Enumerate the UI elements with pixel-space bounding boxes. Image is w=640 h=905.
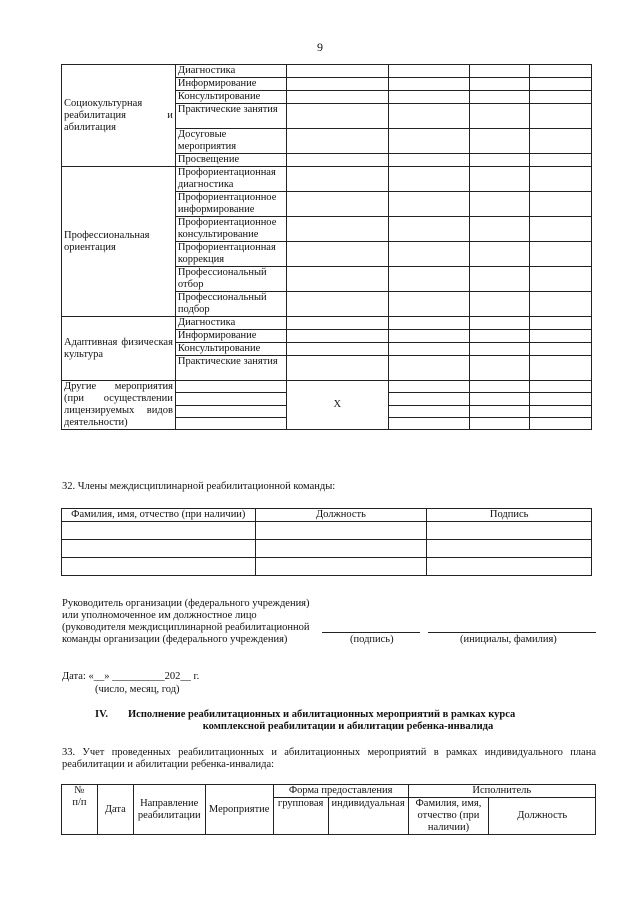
- empty-cell: [470, 65, 530, 78]
- sign-label: (подпись): [350, 634, 394, 645]
- col-fio-header: Фамилия, имя, отчество (при наличии): [408, 798, 489, 835]
- section-33-line-1: 33. Учет проведенных реабилитационных и абилитационных мероприятий в рамках индивидуального плана: [62, 747, 596, 758]
- col-position-header: Должность: [255, 509, 427, 522]
- empty-cell: [530, 330, 592, 343]
- item-name: Консультирование: [175, 343, 286, 356]
- empty-cell: [388, 242, 470, 267]
- item-name: Досуговые мероприятия: [175, 129, 286, 154]
- col-date-header: Дата: [97, 785, 133, 835]
- col-form-header: Форма предоставления: [273, 785, 408, 798]
- empty-cell: [470, 192, 530, 217]
- page-number: 9: [317, 40, 323, 54]
- empty-cell: [470, 381, 530, 393]
- empty-cell: [388, 292, 470, 317]
- empty-cell: [530, 91, 592, 104]
- item-name: Просвещение: [175, 154, 286, 167]
- group-name: Адаптивная физическая культура: [62, 317, 176, 381]
- empty-cell: [388, 129, 470, 154]
- empty-cell: [530, 292, 592, 317]
- item-name: Профессиональный отбор: [175, 267, 286, 292]
- empty-cell: [286, 330, 388, 343]
- empty-cell: [388, 356, 470, 381]
- empty-cell: [530, 217, 592, 242]
- name-label: (инициалы, фамилия): [460, 634, 557, 645]
- empty-cell: [286, 317, 388, 330]
- date-line: Дата: «__» __________202__ г.: [62, 671, 200, 682]
- item-name: Профессиональный подбор: [175, 292, 286, 317]
- signature-underline: [322, 632, 420, 633]
- empty-cell: [286, 65, 388, 78]
- col-indiv-header: индивидуальная: [328, 798, 408, 835]
- section-4-title-1: Исполнение реабилитационных и абилитационных мероприятий в рамках курса: [128, 709, 516, 720]
- empty-cell: [388, 192, 470, 217]
- empty-cell: [388, 393, 470, 405]
- group-name: Профессиональная ориентация: [62, 167, 176, 317]
- empty-cell: [530, 154, 592, 167]
- empty-cell: [470, 91, 530, 104]
- empty-cell: [530, 78, 592, 91]
- empty-cell: [388, 78, 470, 91]
- num-np: п/п: [72, 797, 87, 808]
- team-cell: [255, 540, 427, 558]
- empty-cell: [470, 330, 530, 343]
- empty-cell: [286, 242, 388, 267]
- x-mark-cell: X: [286, 381, 388, 430]
- empty-cell: [470, 78, 530, 91]
- empty-cell: [286, 104, 388, 129]
- empty-cell: [388, 154, 470, 167]
- empty-cell: [530, 167, 592, 192]
- empty-cell: [470, 356, 530, 381]
- signature-block: [62, 598, 310, 646]
- col-group-header: групповая: [273, 798, 328, 835]
- empty-cell: [388, 317, 470, 330]
- empty-cell: [530, 129, 592, 154]
- item-name: Диагностика: [175, 317, 286, 330]
- empty-cell: [388, 104, 470, 129]
- group-name: Социокультурная реабилитация и абилитация: [62, 65, 176, 167]
- item-name: [175, 381, 286, 393]
- team-cell: [62, 540, 256, 558]
- item-name: Профориентационная коррекция: [175, 242, 286, 267]
- empty-cell: [530, 104, 592, 129]
- col-fio-header: Фамилия, имя, отчество (при наличии): [62, 509, 256, 522]
- empty-cell: [286, 78, 388, 91]
- empty-cell: [470, 167, 530, 192]
- signature-line-2: или уполномоченное им должностное лицо: [62, 610, 257, 621]
- empty-cell: [388, 330, 470, 343]
- empty-cell: [530, 317, 592, 330]
- empty-cell: [470, 104, 530, 129]
- empty-cell: [470, 393, 530, 405]
- empty-cell: [530, 381, 592, 393]
- group-name: Другие мероприятия (при осуществлении лицензируемых видов деятельности): [62, 381, 176, 430]
- team-table: [61, 508, 592, 576]
- signature-line-1: Руководитель организации (федерального учреждения): [62, 598, 310, 609]
- empty-cell: [388, 343, 470, 356]
- empty-cell: [470, 417, 530, 429]
- empty-cell: [530, 417, 592, 429]
- empty-cell: [286, 129, 388, 154]
- item-name: Практические занятия: [175, 356, 286, 381]
- num-sign: №: [74, 785, 85, 796]
- item-name: Профориентационное консультирование: [175, 217, 286, 242]
- empty-cell: [470, 292, 530, 317]
- item-name: Профориентационная диагностика: [175, 167, 286, 192]
- empty-cell: [388, 417, 470, 429]
- empty-cell: [530, 356, 592, 381]
- rehab-table: [61, 64, 592, 430]
- empty-cell: [286, 192, 388, 217]
- item-name: [175, 393, 286, 405]
- team-cell: [427, 522, 592, 540]
- empty-cell: [286, 343, 388, 356]
- team-cell: [427, 558, 592, 576]
- signature-line-3: (руководителя междисциплинарной реабилитационной: [62, 622, 310, 633]
- col-position-header: Должность: [489, 798, 596, 835]
- empty-cell: [530, 343, 592, 356]
- item-name: Информирование: [175, 78, 286, 91]
- empty-cell: [286, 217, 388, 242]
- signature-line-4: команды организации (федерального учреждения): [62, 634, 288, 645]
- col-num-header: [62, 785, 98, 835]
- empty-cell: [286, 292, 388, 317]
- empty-cell: [470, 267, 530, 292]
- team-cell: [62, 558, 256, 576]
- empty-cell: [470, 154, 530, 167]
- execution-table: [61, 784, 596, 835]
- item-name: Диагностика: [175, 65, 286, 78]
- section-4-title-2: комплексной реабилитации и абилитации ребенка-инвалида: [202, 721, 494, 732]
- empty-cell: [530, 267, 592, 292]
- empty-cell: [388, 217, 470, 242]
- item-name: Информирование: [175, 330, 286, 343]
- section-33-line-2: реабилитации и абилитации ребенка-инвалида:: [62, 759, 275, 770]
- section-4-number: IV.: [95, 709, 108, 720]
- section-32-title: 32. Члены междисциплинарной реабилитационной команды:: [62, 481, 336, 492]
- team-cell: [255, 558, 427, 576]
- name-underline: [428, 632, 596, 633]
- item-name: Консультирование: [175, 91, 286, 104]
- empty-cell: [388, 405, 470, 417]
- empty-cell: [286, 167, 388, 192]
- empty-cell: [388, 267, 470, 292]
- empty-cell: [470, 242, 530, 267]
- col-direction-header: Направление реабилитации: [133, 785, 205, 835]
- empty-cell: [388, 91, 470, 104]
- empty-cell: [470, 405, 530, 417]
- empty-cell: [530, 65, 592, 78]
- empty-cell: [470, 317, 530, 330]
- col-event-header: Мероприятие: [205, 785, 273, 835]
- empty-cell: [388, 167, 470, 192]
- empty-cell: [286, 356, 388, 381]
- team-cell: [255, 522, 427, 540]
- empty-cell: [388, 381, 470, 393]
- team-cell: [427, 540, 592, 558]
- team-cell: [62, 522, 256, 540]
- col-executor-header: Исполнитель: [408, 785, 595, 798]
- col-signature-header: Подпись: [427, 509, 592, 522]
- empty-cell: [286, 267, 388, 292]
- item-name: Профориентационное информирование: [175, 192, 286, 217]
- empty-cell: [530, 405, 592, 417]
- empty-cell: [286, 91, 388, 104]
- empty-cell: [530, 242, 592, 267]
- empty-cell: [530, 192, 592, 217]
- empty-cell: [286, 154, 388, 167]
- item-name: Практические занятия: [175, 104, 286, 129]
- item-name: [175, 405, 286, 417]
- empty-cell: [470, 217, 530, 242]
- empty-cell: [470, 343, 530, 356]
- empty-cell: [530, 393, 592, 405]
- empty-cell: [388, 65, 470, 78]
- date-hint: (число, месяц, год): [95, 684, 180, 695]
- empty-cell: [470, 129, 530, 154]
- item-name: [175, 417, 286, 429]
